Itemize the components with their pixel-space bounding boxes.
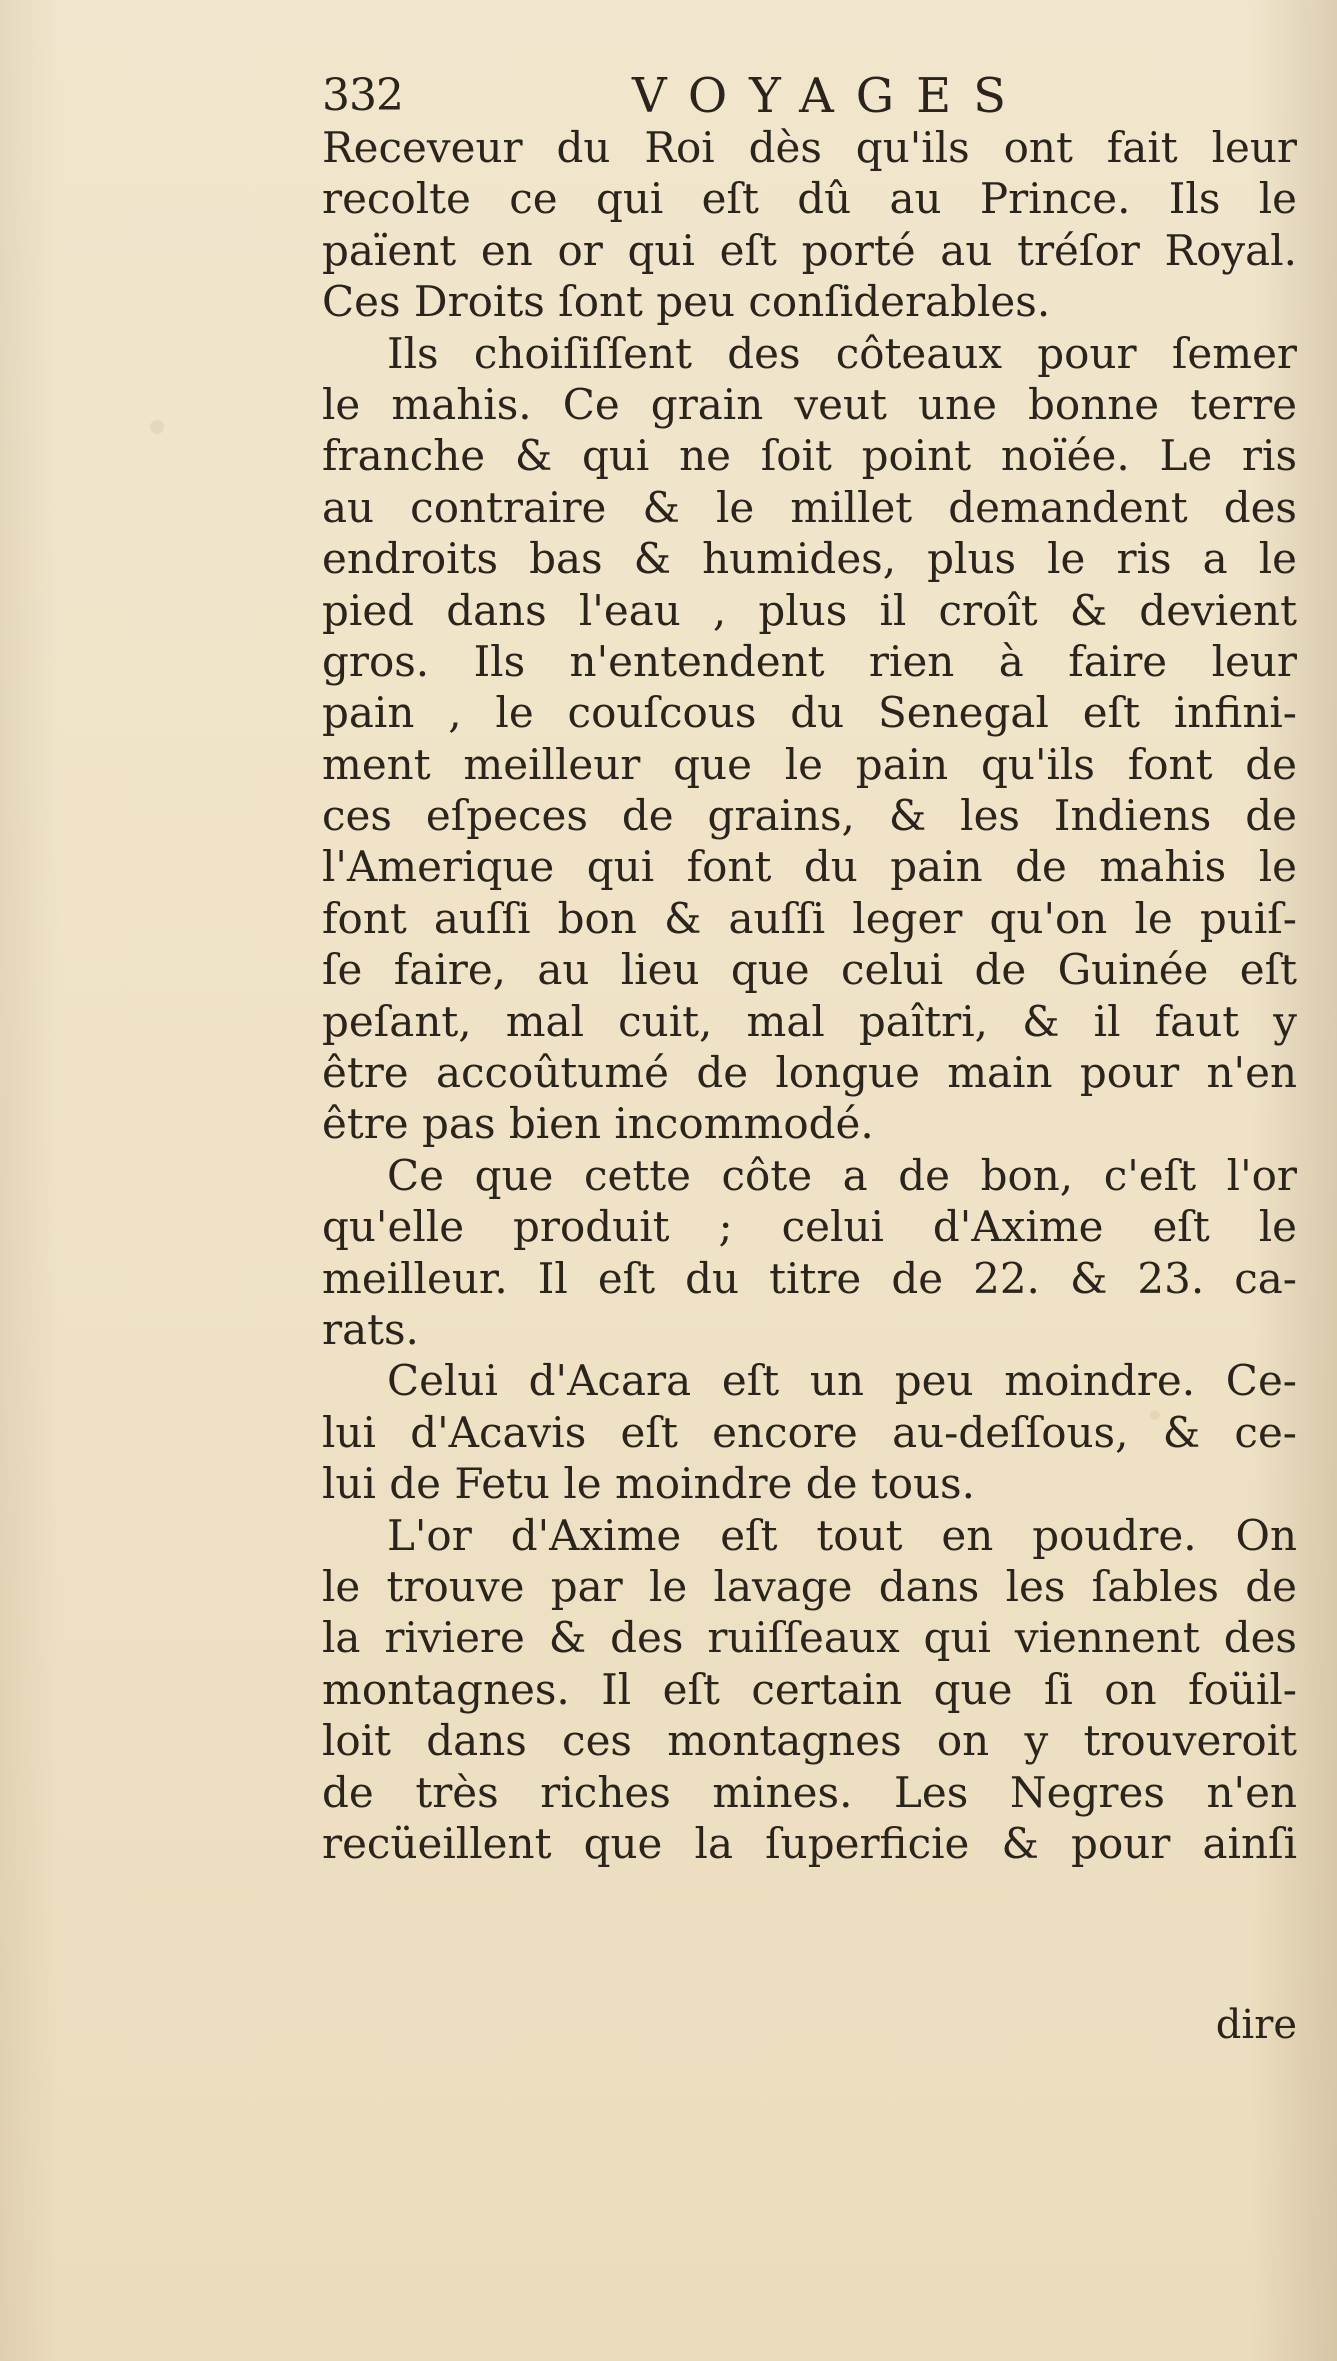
text-line: pied dans l'eau , plus il croît & devient xyxy=(322,585,1297,635)
text-line: l'Amerique qui font du pain de mahis le xyxy=(322,842,1297,892)
text-line: Ce que cette côte a de bon, c'eſt l'or xyxy=(387,1150,1297,1200)
catchword: dire xyxy=(1215,2002,1297,2048)
text-line: être accoûtumé de longue main pour n'en xyxy=(322,1048,1297,1098)
text-line: le trouve par le lavage dans les ſables de xyxy=(322,1561,1297,1611)
body-text xyxy=(322,122,1297,1869)
text-line: rats. xyxy=(322,1304,419,1354)
text-line: Celui d'Acara eſt un peu moindre. Ce- xyxy=(387,1356,1297,1406)
text-line: franche & qui ne ſoit point noïée. Le ris xyxy=(322,431,1297,481)
text-line: ſe faire, au lieu que celui de Guinée eſt xyxy=(322,945,1297,995)
text-line: le mahis. Ce grain veut une bonne terre xyxy=(322,379,1297,429)
text-line: Ils choiſiſſent des côteaux pour ſemer xyxy=(387,328,1297,378)
text-line: font auſſi bon & auſſi leger qu'on le puiſ- xyxy=(322,893,1297,943)
text-line: au contraire & le millet demandent des xyxy=(322,482,1297,532)
text-line: de très riches mines. Les Negres n'en xyxy=(322,1767,1297,1817)
text-line: Ces Droits ſont peu conſiderables. xyxy=(322,277,1051,327)
text-line: être pas bien incommodé. xyxy=(322,1099,874,1149)
text-line: païent en or qui eſt porté au tréſor Royal. xyxy=(322,225,1297,275)
text-line: montagnes. Il eſt certain que ſi on foüil- xyxy=(322,1664,1297,1714)
running-title: VOYAGES xyxy=(632,68,1029,124)
text-line: recolte ce qui eſt dû au Prince. Ils le xyxy=(322,174,1297,224)
text-line: lui de Fetu le moindre de tous. xyxy=(322,1459,975,1509)
text-line: qu'elle produit ; celui d'Axime eſt le xyxy=(322,1202,1297,1252)
text-line: gros. Ils n'entendent rien à faire leur xyxy=(322,636,1297,686)
page-number: 332 xyxy=(322,70,403,121)
text-line: L'or d'Axime eſt tout en poudre. On xyxy=(387,1510,1297,1560)
text-line: loit dans ces montagnes on y trouveroit xyxy=(322,1716,1297,1766)
text-line: endroits bas & humides, plus le ris a le xyxy=(322,534,1297,584)
text-line: recüeillent que la ſuperficie & pour ainſi xyxy=(322,1818,1297,1868)
text-line: ces eſpeces de grains, & les Indiens de xyxy=(322,791,1297,841)
text-line: la riviere & des ruiſſeaux qui viennent des xyxy=(322,1613,1297,1663)
paper-stain xyxy=(150,420,164,434)
text-line: peſant, mal cuit, mal paîtri, & il faut y xyxy=(322,996,1297,1046)
text-line: meilleur. Il eſt du titre de 22. & 23. ca- xyxy=(322,1253,1297,1303)
text-line: pain , le couſcous du Senegal eſt infini- xyxy=(322,688,1297,738)
text-line: ment meilleur que le pain qu'ils font de xyxy=(322,739,1297,789)
text-line: lui d'Acavis eſt encore au-deſſous, & ce- xyxy=(322,1407,1297,1457)
text-line: Receveur du Roi dès qu'ils ont fait leur xyxy=(322,123,1297,172)
